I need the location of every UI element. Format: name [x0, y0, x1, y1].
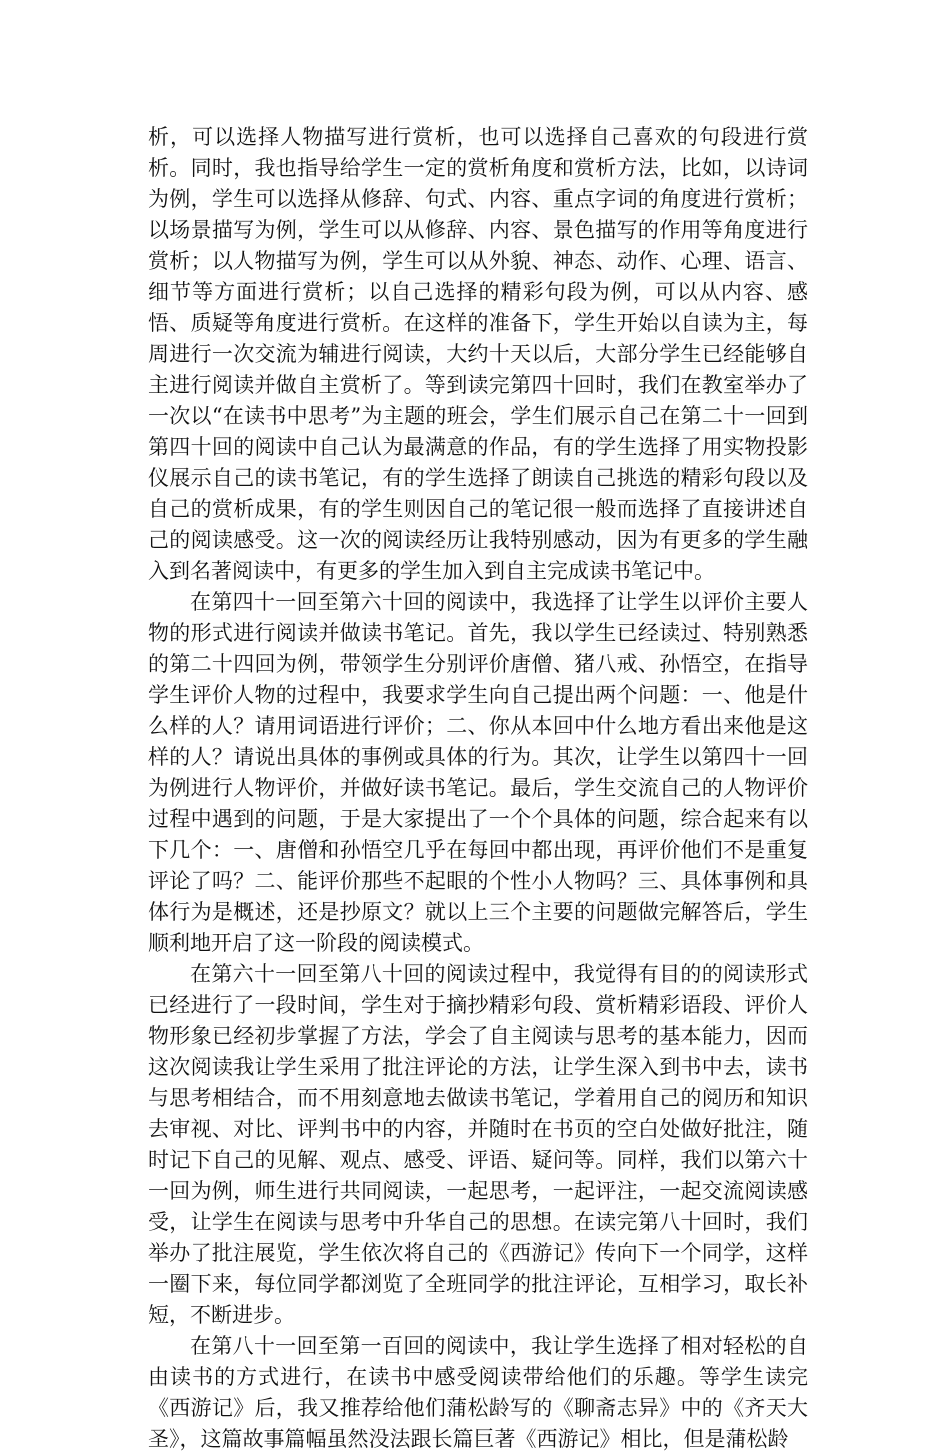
- paragraph-4: 在第八十一回至第一百回的阅读中，我让学生选择了相对轻松的自由读书的方式进行，在读书中感受阅读带给他们的乐趣。等学生读完《西游记》后，我又推荐给他们蒲松龄写的《聊斋志异》中的《齐天大圣》，这篇故事篇幅虽然没法跟长篇巨著《西游记》相比，但是蒲松龄: [148, 1334, 808, 1451]
- paragraph-1: 析，可以选择人物描写进行赏析，也可以选择自己喜欢的句段进行赏析。同时，我也指导给学生一定的赏析角度和赏析方法，比如，以诗词为例，学生可以选择从修辞、句式、内容、重点字词的角度进行赏析；以场景描写为例，学生可以从修辞、内容、景色描写的作用等角度进行赏析；以人物描写为例，学生可以从外貌、神态、动作、心理、语言、细节等方面进行赏析；以自己选择的精彩句段为例，可以从内容、感悟、质疑等角度进行赏析。在这样的准备下，学生开始以自读为主，每周进行一次交流为辅进行阅读，大约十天以后，大部分学生已经能够自主进行阅读并做自主赏析了。等到读完第四十回时，我们在教室举办了一次以“在读书中思考”为主题的班会，学生们展示自己在第二十一回到第四十回的阅读中自己认为最满意的作品，有的学生选择了用实物投影仪展示自己的读书笔记，有的学生选择了朗读自己挑选的精彩句段以及自己的赏析成果，有的学生则因自己的笔记很一般而选择了直接讲述自己的阅读感受。这一次的阅读经历让我特别感动，因为有更多的学生融入到名著阅读中，有更多的学生加入到自主完成读书笔记中。: [148, 125, 808, 583]
- paragraph-2: 在第四十一回至第六十回的阅读中，我选择了让学生以评价主要人物的形式进行阅读并做读书笔记。首先，我以学生已经读过、特别熟悉的第二十四回为例，带领学生分别评价唐僧、猪八戒、孙悟空，在指导学生评价人物的过程中，我要求学生向自己提出两个问题：一、他是什么样的人？请用词语进行评价；二、你从本回中什么地方看出来他是这样的人？请说出具体的事例或具体的行为。其次，让学生以第四十一回为例进行人物评价，并做好读书笔记。最后，学生交流自己的人物评价过程中遇到的问题，于是大家提出了一个个具体的问题，综合起来有以下几个：一、唐僧和孙悟空几乎在每回中都出现，再评价他们不是重复评论了吗？二、能评价那些不起眼的个性小人物吗？三、具体事例和具体行为是概述，还是抄原文？就以上三个主要的问题做完解答后，学生顺利地开启了这一阶段的阅读模式。: [148, 590, 808, 955]
- paragraph-3: 在第六十一回至第八十回的阅读过程中，我觉得有目的的阅读形式已经进行了一段时间，学生对于摘抄精彩句段、赏析精彩语段、评价人物形象已经初步掌握了方法，学会了自主阅读与思考的基本能力，因而这次阅读我让学生采用了批注评论的方法，让学生深入到书中去，读书与思考相结合，而不用刻意地去做读书笔记，学着用自己的阅历和知识去审视、对比、评判书中的内容，并随时在书页的空白处做好批注，随时记下自己的见解、观点、感受、评语、疑问等。同样，我们以第六十一回为例，师生进行共同阅读，一起思考，一起评注，一起交流阅读感受，让学生在阅读与思考中升华自己的思想。在读完第八十回时，我们举办了批注展览，学生依次将自己的《西游记》传向下一个同学，这样一圈下来，每位同学都浏览了全班同学的批注评论，互相学习，取长补短，不断进步。: [148, 962, 808, 1327]
- document-body: [148, 122, 808, 1455]
